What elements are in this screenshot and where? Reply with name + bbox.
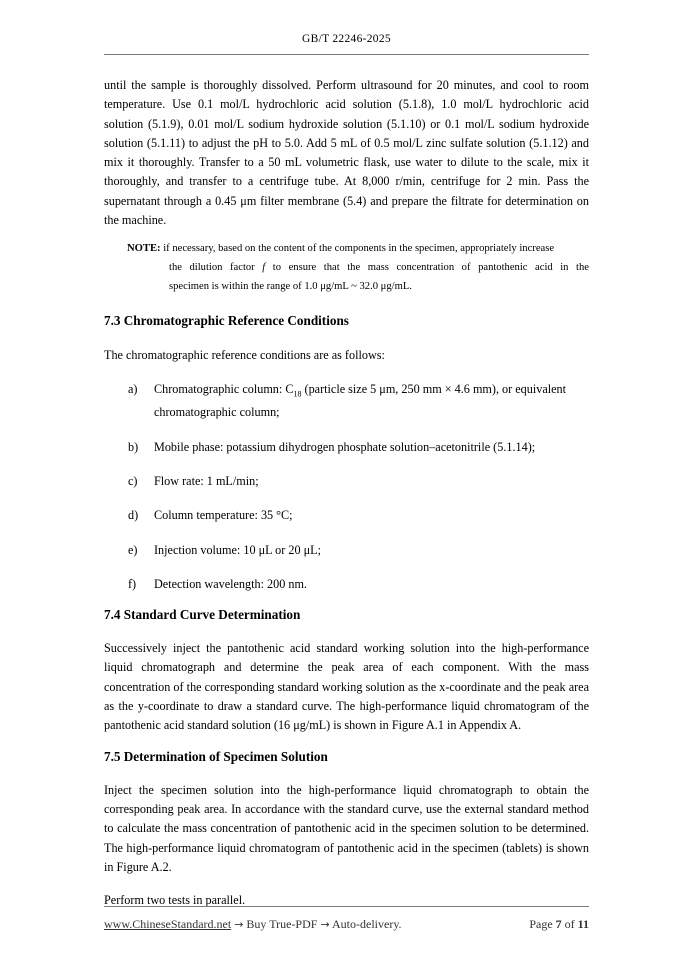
list-item: e) Injection volume: 10 μL or 20 μL; [128,542,321,557]
list-item: f) Detection wavelength: 200 nm. [128,576,307,591]
document-body [104,76,589,910]
page-footer [104,917,589,932]
section-7-3-heading: 7.3 Chromatographic Reference Conditions [104,313,349,329]
auto-delivery-text: Auto-delivery. [332,917,402,931]
note-block [127,239,589,296]
list-item: b) Mobile phase: potassium dihydrogen phosphate solution–acetonitrile (5.1.14); [128,439,536,454]
section-7-4-heading: 7.4 Standard Curve Determination [104,607,301,623]
section-7-3-intro: The chromatographic reference conditions are as follows: [104,348,385,363]
page-total: 11 [577,917,589,931]
arrow-right-icon: → [234,918,244,931]
standard-code: GB/T 22246-2025 [302,33,391,45]
section-7-5-paragraph: Inject the specimen solution into the high-performance liquid chromatograph to obtain the corresponding peak area. In accordance with the standard curve, use the external standard method to calculate the mass concentration of pantothenic acid in the specimen solution to be determined. The high-performance liquid chromatogram of pantothenic acid in the specimen (tablets) is shown in Figure A.2. [104,782,589,874]
parallel-tests-text: Perform two tests in parallel. [104,893,246,908]
note-line-3: specimen is within the range of 1.0 μg/mL ~ 32.0 μg/mL. [169,281,412,293]
note-line-2: the dilution factor f to ensure that the mass concentration of pantothenic acid in the [169,262,589,274]
note-line-1: if necessary, based on the content of the components in the specimen, appropriately increase [163,243,555,255]
page-number: 7 [555,917,562,931]
intro-paragraph: until the sample is thoroughly dissolved. Perform ultrasound for 20 minutes, and cool to room temperature. Use 0.1 mol/L hydrochloric acid solution (5.1.8), 1.0 mol/L hydrochloric acid solution (5.1.9), 0.01 mol/L sodium hydroxide solution (5.1.10) or 0.1 mol/L sodium hydroxide solution (5.1.11) to adjust the pH to 5.0. Add 5 mL of 0.5 mol/L zinc sulfate solution (5.1.12) and mix it thoroughly. Transfer to a 50 mL volumetric flask, use water to dilute to the scale, mix it thoroughly, and transfer to a centrifuge tube. At 8,000 r/min, centrifuge for 2 min. Pass the supernatant through a 0.45 μm filter membrane (5.4) and prepare the filtrate for determination on the machine. [104,78,589,228]
dilution-factor-symbol: f [262,262,266,274]
footer-divider [104,906,589,907]
buy-true-pdf-link[interactable]: Buy True-PDF [246,917,318,931]
page-header [104,33,589,45]
list-item: c) Flow rate: 1 mL/min; [128,474,259,488]
header-divider [104,54,589,55]
footer-promo [104,917,402,932]
arrow-right-icon: → [320,918,330,931]
list-item: d) Column temperature: 35 °C; [128,508,293,523]
conditions-list [104,380,589,595]
note-label: NOTE: [127,243,161,255]
section-7-5-heading: 7.5 Determination of Specimen Solution [104,748,328,764]
site-link[interactable]: www.ChineseStandard.net [104,917,232,931]
section-7-4-paragraph: Successively inject the pantothenic acid standard working solution into the high-performance liquid chromatograph and determine the peak area of each component. With the mass concentration of the corresponding standard working solution as the x-coordinate and the peak area as the y-coordinate to draw a standard curve. The high-performance liquid chromatogram of the pantothenic acid standard solution (16 μg/mL) is shown in Figure A.1 in Appendix A. [104,641,589,733]
page-indicator: Page 7 of 11 [529,917,589,931]
list-item: a) Chromatographic column: $C_{18}$ (particle size 5 μm, 250 mm × 4.6 mm), or equivalent chromatographic column; [128,381,567,420]
